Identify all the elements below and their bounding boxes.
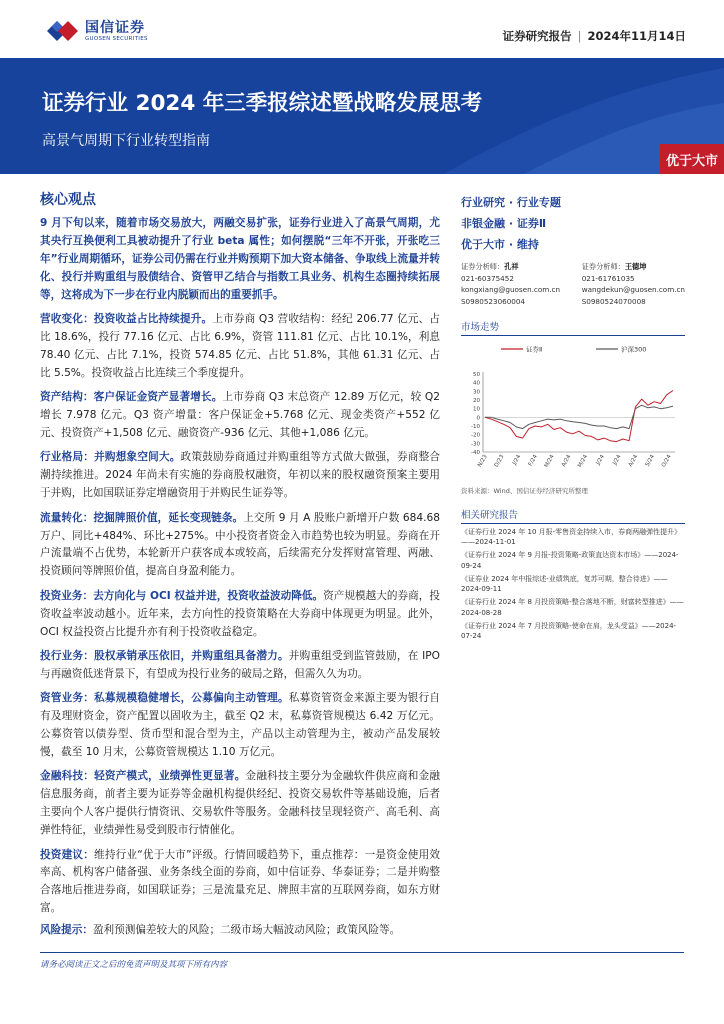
x-tick-label: J/24 — [511, 454, 523, 467]
series-line — [485, 391, 673, 442]
analyst-phone: 021-60375452 — [461, 273, 514, 283]
related-report[interactable] — [461, 527, 685, 548]
risk-lead: 风险提示： — [40, 924, 93, 936]
analyst-card — [582, 261, 685, 307]
point-revenue — [40, 311, 440, 383]
x-tick-label: S/24 — [644, 454, 657, 468]
x-tick-label: J/24 — [595, 454, 606, 467]
related-report-title: 《证券行业 2024 年 8 月投资策略-整合落地不断，财富转型推进》 — [461, 598, 670, 606]
point-text: 上市券商 Q3 末总资产 12.89 万亿元，较 Q2 增长 7.978 亿元。Q3 资产增量：客户保证金+5.768 亿元、现金类资产+552 亿元、投资资产+1,508 亿元、融资资产-936 亿元、其他+1,086 亿元。 — [40, 391, 440, 439]
related-report-list — [461, 527, 685, 642]
x-tick-label: J/24 — [612, 454, 623, 467]
legend-label: 证券Ⅱ — [526, 345, 543, 354]
core-views-column — [40, 189, 440, 925]
related-report[interactable] — [461, 621, 685, 642]
y-tick-label: 50 — [473, 372, 480, 378]
market-trend-heading: 市场走势 — [461, 319, 685, 336]
logo-name: 国信证券 — [85, 19, 145, 36]
point-text: 维持行业“优于大市”评级。行情回暖趋势下，重点推荐：一是资金使用效率高、机构客户储备强、业务条线全面的券商，如中信证券、华泰证券；二是并购整合落地后推进券商，如国联证券；三是流量充足、牌照丰富的互联网券商，如东方财富。 — [40, 848, 441, 915]
related-report[interactable] — [461, 574, 685, 595]
chart-source: 资料来源：Wind、国信证券经济研究所整理 — [461, 487, 588, 495]
y-tick-label: -30 — [471, 441, 480, 448]
related-report-date: ——2024-11-01 — [461, 538, 516, 546]
point-lead: 行业格局：并购想象空间大。 — [40, 451, 181, 464]
sidebar-category-2: 非银金融 · 证券Ⅱ — [461, 217, 547, 230]
core-intro: 9 月下旬以来，随着市场交易放大，两融交易扩张，证券行业进入了高景气周期，尤其央行互换便利工具被动提升了行业 beta 属性；如何摆脱“三年不开张，开张吃三年”行业周期循环，证券公司仍需在行业并购预期下加大资本储备、争取线上流量并转化、投行并购重组与股债结合、资管甲乙结合与指数工具业务、机构生态圈持续拓展等，这将成为下一步在行业内脱颖而出的重要抓手。 — [40, 217, 440, 301]
y-tick-label: 20 — [473, 398, 480, 404]
related-reports-heading: 相关研究报告 — [461, 507, 685, 524]
rating-tag: 优于大市 — [660, 144, 724, 174]
y-tick-label: 10 — [473, 406, 480, 413]
x-tick-label: A/24 — [560, 454, 573, 468]
x-tick-label: A/24 — [627, 454, 640, 468]
report-meta: 证券研究报告 | 2024年11月14日 — [502, 29, 686, 43]
y-tick-label: -40 — [471, 450, 480, 456]
analyst-role: 证券分析师： — [461, 262, 505, 271]
analyst-list — [461, 261, 685, 307]
point-text: 并购重组受到监管鼓励，在 IPO 与再融资低迷背景下，有望成为投行业务的破局之路，但需久久为功。 — [40, 649, 440, 680]
legend-label: 沪深300 — [621, 345, 647, 354]
point-lead: 投资业务：去方向化与 OCI 权益并进，投资收益波动降低。 — [40, 589, 324, 602]
logo-mark-icon — [44, 18, 80, 44]
analyst-name: 孔祥 — [504, 262, 519, 271]
point-text: 私募资管资金来源主要为银行自有及理财资金，资产配置以固收为主，截至 Q2 末，私募资管规模达 6.42 万亿元。公募资管以债券型、货币型和混合型为主，产品以主动管理为主，被动产品发展较慢，截至 10 月末，公募资管规模达 1.10 万亿元。 — [40, 692, 441, 758]
x-tick-label: D/23 — [493, 454, 506, 469]
related-report[interactable] — [461, 597, 685, 618]
point-investment — [40, 588, 440, 642]
report-date: 2024年11月14日 — [587, 29, 686, 43]
analyst-cert: S0980523060004 — [461, 296, 526, 306]
y-tick-label: 40 — [473, 380, 480, 387]
analyst-cert: S0980524070008 — [581, 296, 646, 306]
y-tick-label: -10 — [471, 424, 480, 430]
sidebar-column — [461, 192, 685, 642]
analyst-email[interactable]: kongxiang@guosen.com.cn — [461, 285, 561, 294]
related-report-title: 《证券行业 2024 年 9 月报-投资策略-政策直达资本市场》 — [461, 551, 645, 559]
related-report-title: 《证券行业 2024 年 7 月投资策略-使命在肩，龙头受益》 — [461, 621, 642, 630]
point-lead: 资管业务：私募规模稳健增长，公募偏向主动管理。 — [40, 692, 289, 705]
point-lead: 流量转化：挖掘牌照价值，延长变现链条。 — [40, 511, 244, 524]
related-report-title: 《证券业 2024 年中报综述-业绩筑底，复苏可期，整合待进》 — [461, 574, 654, 583]
analyst-name: 王德坤 — [624, 262, 647, 271]
risk-warning — [40, 922, 450, 937]
related-report[interactable] — [461, 550, 685, 571]
risk-text: 盈利预测偏差较大的风险；二级市场大幅波动风险；政策风险等。 — [92, 924, 401, 936]
report-title: 证券行业 2024 年三季报综述暨战略发展思考 — [42, 91, 483, 116]
sidebar-category-3: 优于大市 · 维持 — [461, 238, 539, 251]
y-tick-label: 30 — [473, 389, 480, 396]
related-report-title: 《证券行业 2024 年 10 月报-零售资金持续入市，券商两融弹性提升》 — [461, 527, 682, 536]
point-lead: 营收变化：投资收益占比持续提升。 — [40, 313, 213, 326]
point-lead: 投资建议： — [40, 848, 95, 861]
point-traffic — [40, 510, 440, 582]
point-text: 金融科技主要分为金融软件供应商和金融信息服务商，前者主要为证券等金融机构提供经纪、投资交易软件等基础设施，后者主要向个人客户提供行情资讯、交易软件等服务。金融科技呈现轻资产、高毛利、高弹性特征，业绩弹性易受到股市行情催化。 — [40, 770, 441, 837]
point-ibanking — [40, 648, 440, 684]
y-tick-label: -20 — [471, 432, 480, 439]
footer-divider — [40, 952, 684, 953]
report-type: 证券研究报告 — [502, 29, 572, 43]
analyst-email[interactable]: wangdekun@guosen.com.cn — [581, 285, 685, 294]
point-text: 上市券商 Q3 营收结构：经纪 206.77 亿元、占比 18.6%，投行 77.16 亿元、占比 6.9%，资管 111.81 亿元、占比 10.1%，利息 78.40 亿元、占比 7.1%，投资 574.85 亿元、占比 51.8%，其他 61.31 亿元、占比 5.5%。投资收益占比连续三个季度提升。 — [40, 313, 440, 379]
core-views-title: 核心观点 — [40, 192, 96, 208]
x-tick-label: F/24 — [527, 454, 539, 468]
x-tick-label: N/23 — [477, 454, 489, 469]
point-text: 政策鼓励券商通过并购重组等方式做大做强，券商整合潮持续推进。2024 年尚未有实施的券商股权融资，年初以来的股权融资预案主要用于并购，比如国联证券定增融资用于并购民生证券等。 — [40, 451, 441, 500]
footer-disclaimer: 请务必阅读正文之后的免责声明及其项下所有内容 — [40, 960, 228, 970]
related-report-date: ——2024-08-28 — [461, 598, 684, 617]
title-banner — [0, 58, 724, 174]
point-text: 资产规模越大的券商，投资收益率波动越小。近年来，去方向性的投资策略在大券商中体现更为明显。此外，OCI 权益投资占比提升亦有利于投资收益稳定。 — [40, 589, 440, 638]
x-tick-label: M/24 — [543, 454, 556, 469]
x-tick-label: O/24 — [660, 454, 673, 469]
point-text: 上交所 9 月 A 股账户新增开户数 684.68 万户、同比+484%、环比+275%。中小投资者资金入市趋势也较为明显。券商在开户流量端不占优势，本轮新开户获客成本或较高，后续需充分发挥财富管理、两融、投资顾问等牌照价值，提高自身盈利能力。 — [40, 511, 440, 578]
related-report-date: ——2024-07-24 — [461, 621, 677, 640]
report-subtitle: 高景气周期下行业转型指南 — [42, 133, 210, 149]
point-lead: 金融科技：轻资产模式，业绩弹性更显著。 — [40, 770, 246, 783]
point-assets — [40, 389, 440, 443]
page-header — [0, 0, 724, 58]
market-trend-chart — [461, 340, 685, 485]
point-recommendation — [40, 847, 440, 919]
point-lead: 资产结构：客户保证金资产显著增长。 — [40, 391, 223, 404]
related-report-date: ——2024-09-11 — [461, 574, 668, 593]
sidebar-category-1: 行业研究 · 行业专题 — [461, 196, 561, 209]
point-lead: 投行业务：股权承销承压依旧，并购重组具备潜力。 — [40, 649, 289, 662]
series-line — [485, 405, 673, 428]
y-tick-label: 0 — [476, 415, 480, 422]
point-fintech — [40, 768, 440, 840]
analyst-role: 证券分析师： — [581, 262, 625, 271]
logo-english-name: GUOSEN SECURITIES — [85, 35, 148, 42]
logo — [44, 18, 148, 44]
point-asset-mgmt — [40, 690, 440, 762]
related-report-date: ——2024-09-24 — [461, 551, 679, 570]
point-landscape — [40, 449, 440, 503]
analyst-phone: 021-61761035 — [581, 273, 635, 283]
x-tick-label: M/24 — [577, 454, 590, 469]
analyst-card — [461, 261, 560, 307]
